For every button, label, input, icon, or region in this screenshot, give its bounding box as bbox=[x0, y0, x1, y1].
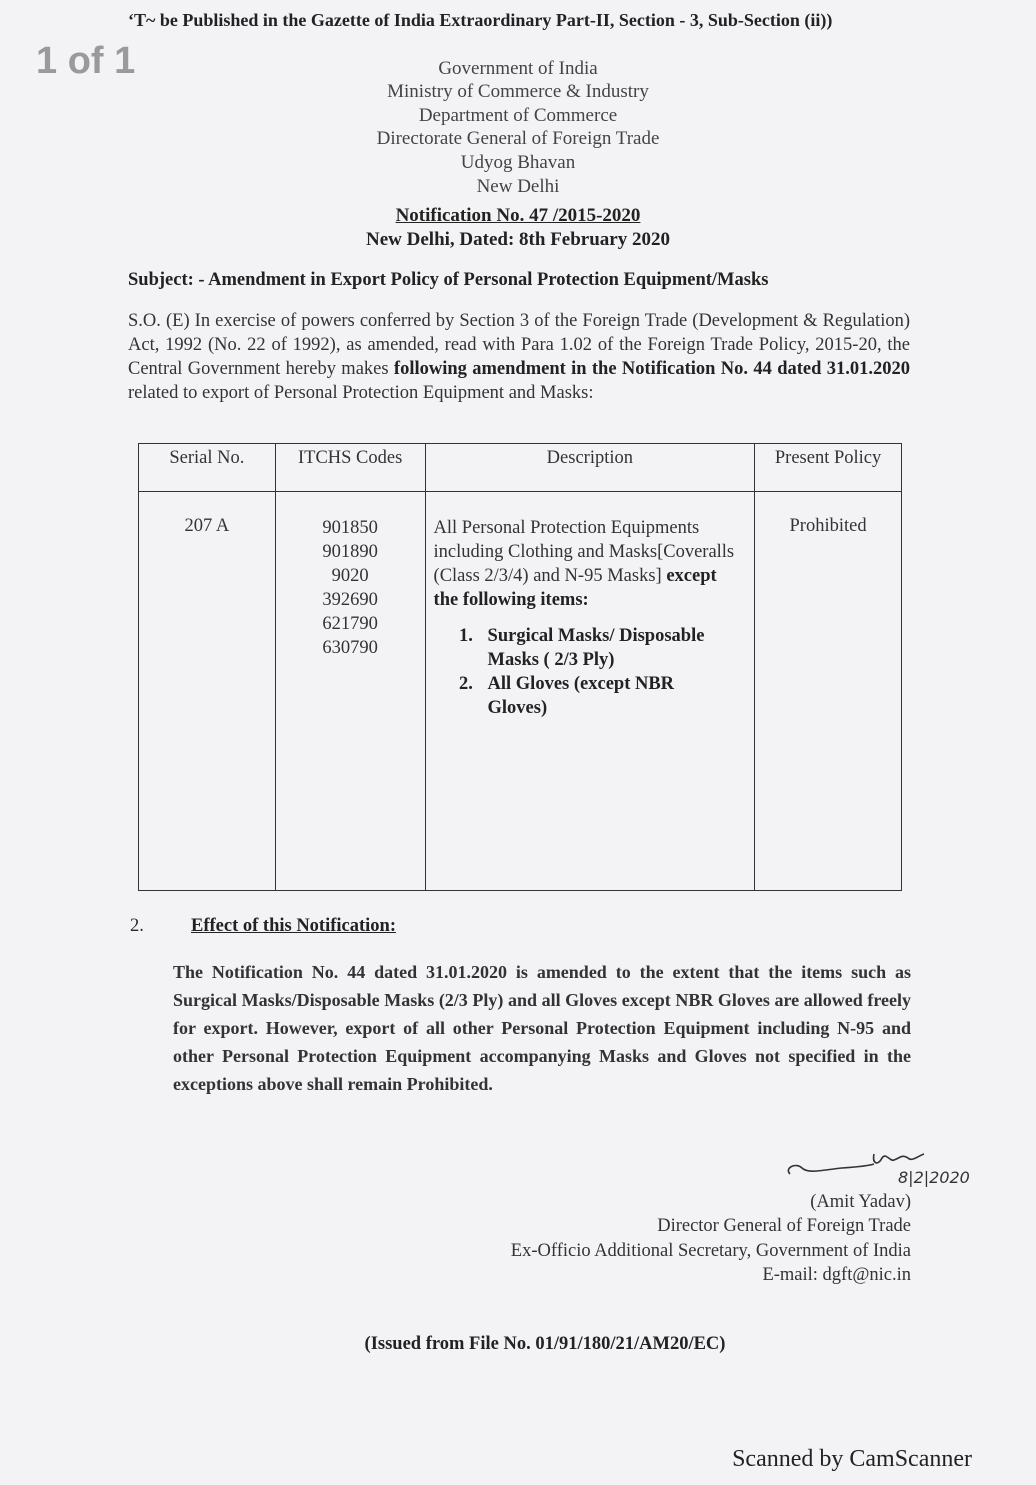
code-4: 392690 bbox=[322, 590, 378, 610]
exception-item: 1. Surgical Masks/ Disposable Masks ( 2/3 Ply) bbox=[478, 624, 735, 672]
signatory-title: Director General of Foreign Trade bbox=[657, 1216, 911, 1236]
notification-number: Notification No. 47 /2015-2020 bbox=[395, 205, 641, 226]
header-line-1: Government of India bbox=[438, 58, 598, 79]
header-line-3: Department of Commerce bbox=[418, 105, 618, 126]
code-5: 621790 bbox=[322, 614, 378, 634]
policy-cell bbox=[755, 492, 902, 891]
code-2: 901890 bbox=[322, 542, 378, 562]
intro-text-1: S.O. (E) In exercise of powers conferred by Section 3 of the Foreign Trade (Development & Regulation) Act, 1992 (No. 22 of 1992), as amended, read with Para 1.02 of the Foreign Trade Policy, 2015-20, the Central Government hereby makes bbox=[128, 311, 910, 379]
effect-body: The Notification No. 44 dated 31.01.2020 is amended to the extent that the items such as Surgical Masks/Disposable Masks (2/3 Ply) and all Gloves except NBR Gloves are allowed freely for export. However, export of all other Personal Protection Equipment including N-95 and other Personal Protection Equipment accompanying Masks and Gloves not specified in the exceptions above shall remain Prohibited. bbox=[173, 962, 911, 1094]
header-line-4: Directorate General of Foreign Trade bbox=[376, 128, 660, 149]
gazette-line: ‘T~ be Published in the Gazette of India Extraordinary Part-II, Section - 3, Sub-Section (ii)) bbox=[128, 10, 833, 30]
notification-date: New Delhi, Dated: 8th February 2020 bbox=[366, 229, 670, 250]
header-line-6: New Delhi bbox=[476, 176, 560, 197]
code-1: 901850 bbox=[322, 518, 378, 538]
serial-value: 207 A bbox=[184, 516, 230, 536]
intro-text-2: related to export of Personal Protection Equipment and Masks: bbox=[128, 383, 594, 403]
intro-paragraph bbox=[128, 309, 910, 405]
table-row bbox=[139, 492, 902, 891]
header-serial: Serial No. bbox=[139, 444, 276, 492]
code-3: 9020 bbox=[331, 566, 369, 586]
codes-cell bbox=[275, 492, 425, 891]
intro-bold: following amendment in the Notification No. 44 dated 31.01.2020 bbox=[393, 359, 910, 379]
header-line-5: Udyog Bhavan bbox=[460, 152, 576, 173]
policy-table bbox=[138, 443, 902, 891]
signatory-subtitle: Ex-Officio Additional Secretary, Government of India bbox=[510, 1241, 911, 1261]
code-6: 630790 bbox=[322, 638, 378, 658]
header-itchs: ITCHS Codes bbox=[275, 444, 425, 492]
signatory-name: (Amit Yadav) bbox=[810, 1192, 911, 1212]
subject-line: Subject: - Amendment in Export Policy of Personal Protection Equipment/Masks bbox=[128, 270, 769, 290]
exceptions-list bbox=[434, 624, 735, 720]
description-bold: except the following items: bbox=[433, 566, 717, 610]
header-description: Description bbox=[425, 444, 755, 492]
description-cell bbox=[425, 492, 755, 891]
policy-value: Prohibited bbox=[789, 516, 867, 536]
header-policy: Present Policy bbox=[755, 444, 902, 492]
table-header-row bbox=[139, 444, 902, 492]
file-number: (Issued from File No. 01/91/180/21/AM20/EC) bbox=[364, 1334, 726, 1354]
header-line-2: Ministry of Commerce & Industry bbox=[387, 81, 649, 102]
serial-cell bbox=[139, 492, 276, 891]
scanned-by-watermark: Scanned by CamScanner bbox=[732, 1446, 972, 1472]
description-text: All Personal Protection Equipments including Clothing and Masks[Coveralls (Class 2/3/4) and N-95 Masks] bbox=[433, 518, 735, 586]
handwritten-date: 8|2|2020 bbox=[898, 1168, 970, 1187]
exception-item: 2. All Gloves (except NBR Gloves) bbox=[478, 672, 735, 720]
effect-number: 2. bbox=[130, 916, 144, 936]
page-counter: 1 of 1 bbox=[36, 40, 136, 82]
signatory-email: E-mail: dgft@nic.in bbox=[762, 1265, 911, 1285]
effect-heading: Effect of this Notification: bbox=[191, 916, 396, 936]
